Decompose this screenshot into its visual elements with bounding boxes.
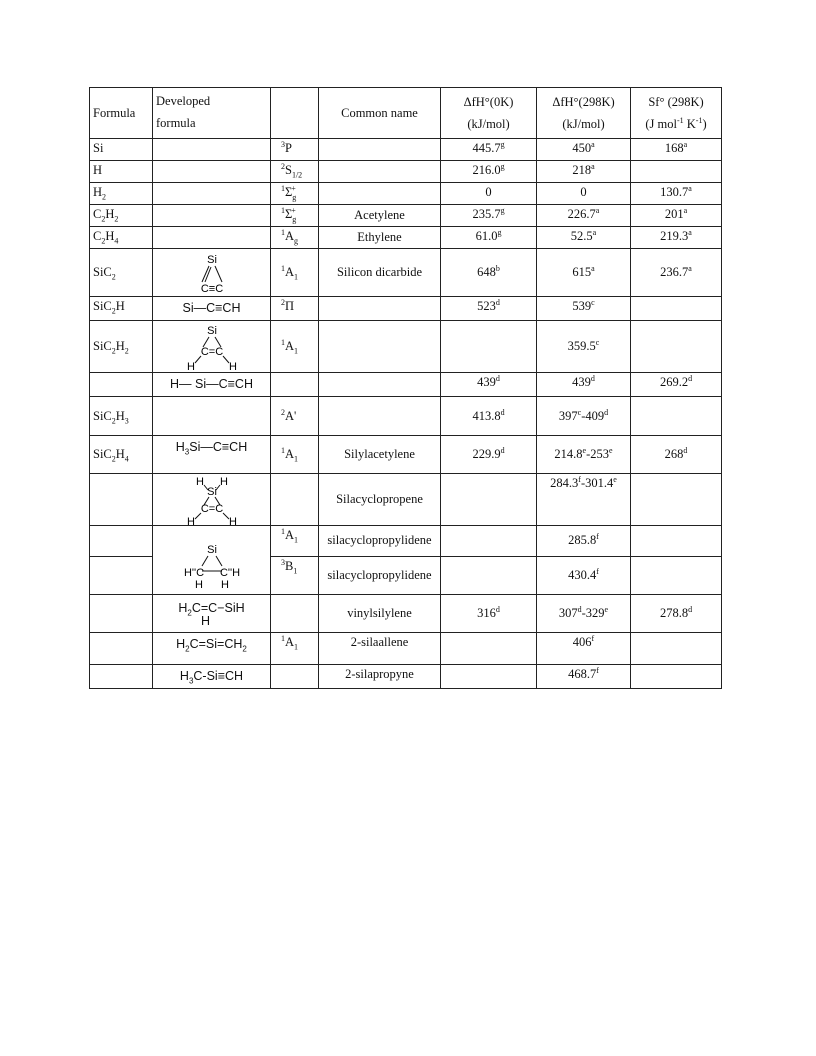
cell-formula: $C_2H_4$ <box>90 227 153 249</box>
cell-h298: 406$^f$ <box>537 633 631 665</box>
cell-h0k: 523$^d$ <box>441 297 537 321</box>
table-row <box>90 139 722 161</box>
table-row <box>90 526 722 557</box>
cell-h0k <box>441 633 537 665</box>
developed-formula-text: $H_2C=Si=CH_2$ <box>176 637 247 654</box>
header-h298-line1: ΔfH°(298K) <box>552 95 615 109</box>
cell-term-symbol: $^3B_1$ <box>271 556 319 594</box>
cell-formula <box>90 526 153 557</box>
cell-common-name: Ethylene <box>319 227 441 249</box>
cell-s298 <box>631 397 722 436</box>
cell-common-name <box>319 161 441 183</box>
svg-text:Si: Si <box>206 485 217 498</box>
cell-s298 <box>631 474 722 526</box>
cell-h298: 397$^c$-409$^d$ <box>537 397 631 436</box>
cell-s298: 168$^a$ <box>631 139 722 161</box>
header-h298 <box>537 88 631 139</box>
cell-term-symbol: $^1A_1$ <box>271 526 319 557</box>
structure-sic2h2 <box>177 323 247 371</box>
cell-h0k <box>441 526 537 557</box>
svg-text:C≡C: C≡C <box>200 282 223 294</box>
cell-term-symbol <box>271 665 319 689</box>
cell-h298: 450$^a$ <box>537 139 631 161</box>
cell-s298: 278.8$^d$ <box>631 595 722 633</box>
header-row <box>90 88 722 139</box>
svg-text:H: H <box>219 475 228 488</box>
svg-text:H: H <box>220 579 229 591</box>
cell-term-symbol: $^1A_g$ <box>271 227 319 249</box>
cell-s298 <box>631 633 722 665</box>
cell-common-name: Silicon dicarbide <box>319 249 441 297</box>
developed-formula-text: $H_3Si—C\equiv CH$ <box>175 440 248 457</box>
cell-term-symbol: $^2$Π <box>271 297 319 321</box>
table-row <box>90 436 722 474</box>
cell-formula <box>90 665 153 689</box>
cell-h298: 52.5$^a$ <box>537 227 631 249</box>
cell-developed-formula <box>153 595 271 633</box>
cell-common-name: silacyclopropylidene <box>319 556 441 594</box>
header-h0k-line1: ΔfH°(0K) <box>463 95 514 109</box>
svg-text:Si: Si <box>206 544 217 556</box>
cell-s298: 268$^d$ <box>631 436 722 474</box>
developed-formula-text: Si—C≡CH <box>182 301 241 315</box>
cell-formula: H <box>90 161 153 183</box>
structure-silacyclopropylidene <box>172 536 252 594</box>
cell-h298: 218$^a$ <box>537 161 631 183</box>
cell-formula <box>90 373 153 397</box>
cell-term-symbol <box>271 595 319 633</box>
cell-h298: 468.7$^f$ <box>537 665 631 689</box>
cell-h298: 539$^c$ <box>537 297 631 321</box>
header-developed-formula <box>153 88 271 139</box>
svg-text:H: H <box>186 360 195 371</box>
cell-s298 <box>631 556 722 594</box>
header-h0k-line2: (kJ/mol) <box>467 117 510 131</box>
header-developed-line1: Developed <box>156 94 211 108</box>
svg-text:H: H <box>195 475 204 488</box>
cell-h298: 307$^d$-329e <box>537 595 631 633</box>
svg-text:H: H <box>186 515 195 525</box>
cell-developed-formula <box>153 633 271 665</box>
cell-developed-formula <box>153 227 271 249</box>
cell-formula <box>90 595 153 633</box>
cell-formula <box>90 474 153 526</box>
cell-developed-formula <box>153 321 271 373</box>
header-term <box>271 88 319 139</box>
cell-h298: 359.5$^c$ <box>537 321 631 373</box>
cell-term-symbol: $^3$P <box>271 139 319 161</box>
cell-formula <box>90 633 153 665</box>
cell-h298: 439$^d$ <box>537 373 631 397</box>
cell-developed-formula <box>153 665 271 689</box>
cell-h0k: 0 <box>441 183 537 205</box>
cell-developed-formula <box>153 373 271 397</box>
cell-developed-formula <box>153 526 271 595</box>
svg-text:Si: Si <box>206 324 217 337</box>
cell-common-name <box>319 297 441 321</box>
cell-s298: 269.2$^d$ <box>631 373 722 397</box>
table-row <box>90 397 722 436</box>
header-s298-line2: (J mol$^{-1}$ $K^{-1}$) <box>645 115 707 131</box>
cell-s298 <box>631 665 722 689</box>
developed-formula-text: $H_3C-Si\equiv CH$ <box>179 669 244 686</box>
header-formula: Formula <box>90 88 153 139</box>
cell-common-name: silacyclopropylidene <box>319 526 441 557</box>
table-row <box>90 227 722 249</box>
developed-formula-text: H— Si—C≡CH <box>170 377 253 391</box>
header-h298-line2: (kJ/mol) <box>562 117 605 131</box>
cell-formula <box>90 556 153 594</box>
cell-developed-formula <box>153 161 271 183</box>
cell-developed-formula <box>153 249 271 297</box>
cell-common-name: 2-silaallene <box>319 633 441 665</box>
svg-text:C''H: C''H <box>219 567 240 579</box>
table-row <box>90 249 722 297</box>
cell-formula: $SiC_2H_3$ <box>90 397 153 436</box>
structure-silacyclopropene <box>177 475 247 525</box>
header-s298 <box>631 88 722 139</box>
cell-h0k: 439$^d$ <box>441 373 537 397</box>
svg-text:C=C: C=C <box>200 345 223 358</box>
cell-developed-formula <box>153 436 271 474</box>
cell-h298: 430.4$^f$ <box>537 556 631 594</box>
cell-common-name <box>319 139 441 161</box>
svg-text:H''C: H''C <box>183 567 204 579</box>
cell-common-name: Silacyclopropene <box>319 474 441 526</box>
cell-common-name: Acetylene <box>319 205 441 227</box>
cell-common-name: Silylacetylene <box>319 436 441 474</box>
svg-text:Si: Si <box>206 253 217 266</box>
cell-formula: $H_2$ <box>90 183 153 205</box>
cell-h298: 284.3$^f$-301.4e <box>537 474 631 526</box>
cell-formula: $C_2H_2$ <box>90 205 153 227</box>
table-row <box>90 665 722 689</box>
table-row <box>90 161 722 183</box>
cell-s298 <box>631 321 722 373</box>
cell-term-symbol: $^1A_1$ <box>271 436 319 474</box>
table-row <box>90 297 722 321</box>
cell-formula: $SiC_2H_2$ <box>90 321 153 373</box>
structure-sic2 <box>182 252 242 294</box>
thermochemistry-table <box>89 87 722 689</box>
cell-term-symbol <box>271 474 319 526</box>
cell-h0k: 235.7$^g$ <box>441 205 537 227</box>
cell-s298: 236.7$^a$ <box>631 249 722 297</box>
cell-h0k <box>441 556 537 594</box>
cell-developed-formula <box>153 474 271 526</box>
cell-developed-formula <box>153 297 271 321</box>
cell-h298: 285.8$^f$ <box>537 526 631 557</box>
cell-h298: 214.8e-253e <box>537 436 631 474</box>
cell-term-symbol: $^2S_{1/2}$ <box>271 161 319 183</box>
cell-term-symbol: $^1\Sigma_g^+$ <box>271 205 319 227</box>
cell-term-symbol <box>271 373 319 397</box>
cell-term-symbol: $^1A_1$ <box>271 321 319 373</box>
table-row <box>90 205 722 227</box>
table-row <box>90 373 722 397</box>
cell-h0k <box>441 474 537 526</box>
header-h0k <box>441 88 537 139</box>
svg-text:C=C: C=C <box>200 502 223 515</box>
cell-s298 <box>631 297 722 321</box>
cell-formula: SiC$_2$ <box>90 249 153 297</box>
cell-s298: 201$^a$ <box>631 205 722 227</box>
cell-s298: 219.3$^a$ <box>631 227 722 249</box>
table-row <box>90 321 722 373</box>
cell-common-name <box>319 183 441 205</box>
cell-h298: 0 <box>537 183 631 205</box>
svg-text:H: H <box>194 579 203 591</box>
cell-common-name: vinylsilylene <box>319 595 441 633</box>
table-row <box>90 474 722 526</box>
table-body <box>90 139 722 689</box>
cell-h0k: 216.0$^g$ <box>441 161 537 183</box>
cell-s298: 130.7$^a$ <box>631 183 722 205</box>
cell-s298 <box>631 161 722 183</box>
cell-h0k: 316$^d$ <box>441 595 537 633</box>
cell-term-symbol: $^1\Sigma_g^+$ <box>271 183 319 205</box>
header-developed-line2: formula <box>156 116 196 130</box>
cell-common-name <box>319 321 441 373</box>
cell-term-symbol: $^1A_1$ <box>271 633 319 665</box>
cell-s298 <box>631 526 722 557</box>
cell-common-name <box>319 373 441 397</box>
table-row <box>90 183 722 205</box>
cell-developed-formula <box>153 183 271 205</box>
cell-h298: 226.7$^a$ <box>537 205 631 227</box>
cell-developed-formula <box>153 205 271 227</box>
table-row <box>90 595 722 633</box>
cell-developed-formula <box>153 397 271 436</box>
cell-term-symbol: $^2$A' <box>271 397 319 436</box>
cell-h0k: 61.0$^g$ <box>441 227 537 249</box>
cell-h0k <box>441 321 537 373</box>
cell-term-symbol: $^1A_1$ <box>271 249 319 297</box>
cell-h0k <box>441 665 537 689</box>
cell-h298: 615$^a$ <box>537 249 631 297</box>
cell-h0k: 445.7$^g$ <box>441 139 537 161</box>
cell-formula: Si <box>90 139 153 161</box>
header-s298-line1: Sf° (298K) <box>648 95 704 109</box>
header-common-name: Common name <box>319 88 441 139</box>
structure-vinylsilylene: $H_2C=C-SiH$ H <box>178 601 245 628</box>
cell-common-name: 2-silapropyne <box>319 665 441 689</box>
cell-formula: $SiC_2H_4$ <box>90 436 153 474</box>
cell-h0k: 413.8$^d$ <box>441 397 537 436</box>
cell-h0k: 648$^b$ <box>441 249 537 297</box>
svg-text:H: H <box>228 515 237 525</box>
cell-common-name <box>319 397 441 436</box>
cell-formula: SiC$_2$H <box>90 297 153 321</box>
cell-developed-formula <box>153 139 271 161</box>
cell-h0k: 229.9$^d$ <box>441 436 537 474</box>
table-row <box>90 633 722 665</box>
svg-text:H: H <box>228 360 237 371</box>
